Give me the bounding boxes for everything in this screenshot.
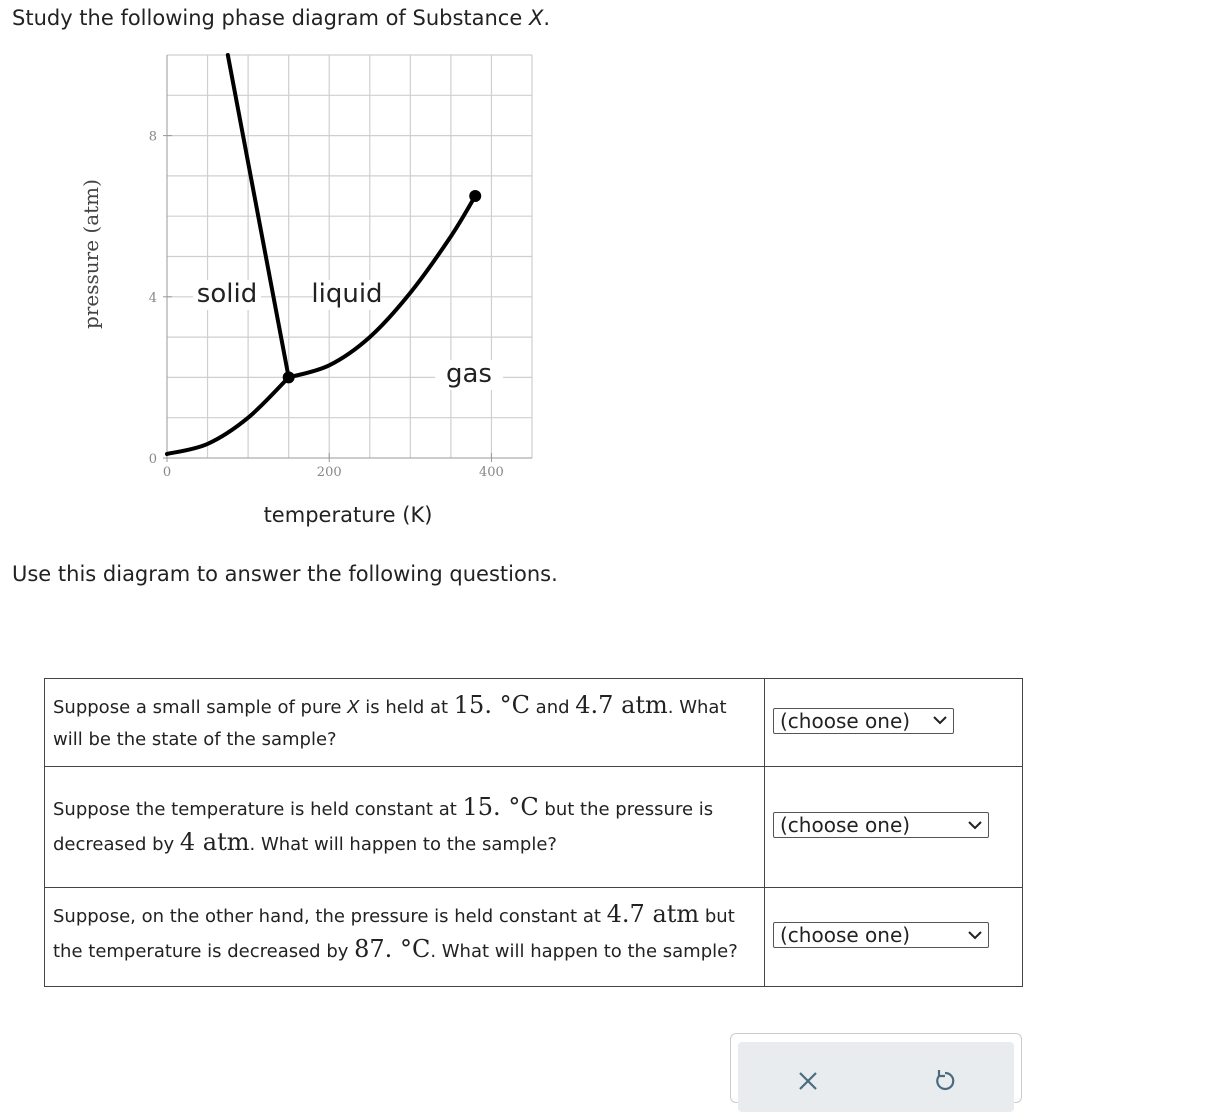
reset-button[interactable] (928, 1064, 962, 1098)
substance-variable: X (528, 6, 544, 30)
triple-point-marker (283, 371, 295, 383)
undo-icon (928, 1064, 962, 1098)
chevron-down-icon (968, 821, 982, 830)
question-row-2 (45, 767, 1023, 888)
region-label-liquid: liquid (311, 279, 383, 309)
y-tick-label: 0 (148, 452, 157, 467)
y-axis-label: pressure (atm) (79, 179, 103, 329)
question-2-select[interactable]: (choose one) (773, 812, 989, 838)
clear-button[interactable] (791, 1064, 825, 1098)
sublimation-curve (167, 377, 289, 454)
chevron-down-icon (933, 716, 947, 725)
critical-point-marker (469, 190, 481, 202)
intro-text: Study the following phase diagram of Substance X. (12, 6, 551, 30)
question-3-select[interactable]: (choose one) (773, 922, 989, 948)
question-3-answer-cell (765, 888, 1023, 987)
question-row-1 (45, 679, 1023, 767)
question-2-answer-cell (765, 767, 1023, 888)
questions-table (44, 678, 1023, 987)
region-labels (193, 279, 503, 390)
region-label-gas: gas (446, 359, 492, 389)
chevron-down-icon (968, 931, 982, 940)
x-icon (791, 1064, 825, 1098)
question-1-select[interactable]: (choose one) (773, 708, 954, 734)
x-tick-label: 400 (479, 465, 504, 480)
y-tick-label: 8 (148, 129, 157, 145)
question-row-3 (45, 888, 1023, 987)
answer-toolbar (730, 1033, 1022, 1103)
instructions-text: Use this diagram to answer the following questions. (12, 562, 558, 586)
toolbar-panel (738, 1042, 1014, 1112)
phase-diagram (0, 0, 600, 540)
y-tick-label: 4 (148, 290, 157, 306)
phase-boundaries (167, 55, 475, 454)
x-tick-label: 200 (316, 465, 342, 480)
region-label-solid: solid (196, 279, 258, 309)
question-1-answer-cell (765, 679, 1023, 767)
x-axis-label: temperature (K) (263, 503, 433, 527)
x-tick-label: 0 (162, 465, 172, 480)
chart-grid (167, 55, 532, 458)
question-1-text: Suppose a small sample of pure X is held at 15. °C and 4.7 atm. What will be the state of the sample? (45, 679, 765, 767)
question-3-text: Suppose, on the other hand, the pressure is held constant at 4.7 atm but the temperature is decreased by 87. °C. What will happen to the sample? (45, 888, 765, 987)
question-2-text: Suppose the temperature is held constant at 15. °C but the pressure is decreased by 4 atm. What will happen to the sample? (45, 767, 765, 888)
